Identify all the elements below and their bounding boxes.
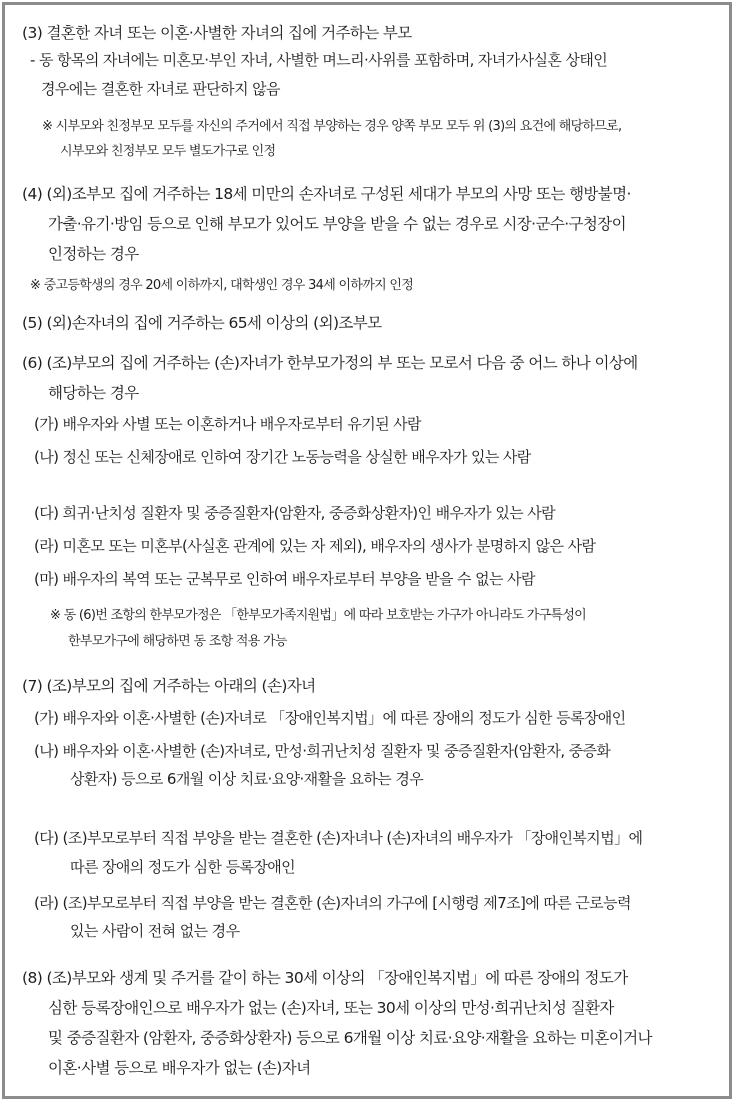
item-4-heading-line-1: (4) (외)조부모 집에 거주하는 18세 미만의 손자녀로 구성된 세대가 부모의 사망 또는 행방불명· <box>22 185 631 203</box>
item-6-sub-ra: (라) 미혼모 또는 미혼부(사실혼 관계에 있는 자 제외), 배우자의 생사가 분명하지 않은 사람 <box>34 537 596 555</box>
item-3-note-line-1: ※ 시부모와 친정부모 모두를 자신의 주거에서 직접 부양하는 경우 양쪽 부모 모두 위 (3)의 요건에 해당하므로, <box>42 119 622 134</box>
item-7-heading: (7) (조)부모의 집에 거주하는 아래의 (손)자녀 <box>22 677 316 695</box>
item-7-sub-ra-line-2: 있는 사람이 전혀 없는 경우 <box>70 922 240 940</box>
item-7-sub-da-line-2: 따른 장애의 정도가 심한 등록장애인 <box>70 858 296 876</box>
item-6-sub-da: (다) 희귀·난치성 질환자 및 중증질환자(암환자, 중증화상환자)인 배우자가 있는 사람 <box>34 504 556 522</box>
item-6-note-line-1: ※ 동 (6)번 조항의 한부모가정은 「한부모가족지원법」에 따라 보호받는 가구가 아니라도 가구특성이 <box>50 608 587 623</box>
item-8-heading-line-1: (8) (조)부모와 생계 및 주거를 같이 하는 30세 이상의 「장애인복지법」에 따른 장애의 정도가 <box>22 969 628 987</box>
item-8-heading-line-3: 및 중증질환자 (암환자, 중증화상환자) 등으로 6개월 이상 치료·요양·재활을 요하는 미혼이거나 <box>48 1029 652 1047</box>
item-6-sub-ma: (마) 배우자의 복역 또는 군복무로 인하여 배우자로부터 부양을 받을 수 없는 사람 <box>34 570 535 588</box>
item-3-heading: (3) 결혼한 자녀 또는 이혼·사별한 자녀의 집에 거주하는 부모 <box>22 24 412 42</box>
item-3-note-line-2: 시부모와 친정부모 모두 별도가구로 인정 <box>60 144 276 159</box>
item-3-dash-line-2: 경우에는 결혼한 자녀로 판단하지 않음 <box>41 80 280 98</box>
item-3-dash-line-1: - 동 항목의 자녀에는 미혼모·부인 자녀, 사별한 며느리·사위를 포함하며, 자녀가사실혼 상태인 <box>30 51 608 69</box>
item-6-sub-na: (나) 정신 또는 신체장애로 인하여 장기간 노동능력을 상실한 배우자가 있는 사람 <box>34 448 531 466</box>
item-8-heading-line-2: 심한 등록장애인으로 배우자가 없는 (손)자녀, 또는 30세 이상의 만성·희귀난치성 질환자 <box>48 999 614 1017</box>
item-6-note-line-2: 한부모가구에 해당하면 동 조항 적용 가능 <box>68 634 287 649</box>
item-5-heading: (5) (외)손자녀의 집에 거주하는 65세 이상의 (외)조부모 <box>22 314 382 332</box>
item-7-sub-ga: (가) 배우자와 이혼·사별한 (손)자녀로 「장애인복지법」에 따른 장애의 정도가 심한 등록장애인 <box>34 709 626 727</box>
item-4-note: ※ 중고등학생의 경우 20세 이하까지, 대학생인 경우 34세 이하까지 인정 <box>30 278 414 293</box>
item-7-sub-da-line-1: (다) (조)부모로부터 직접 부양을 받는 결혼한 (손)자녀나 (손)자녀의 배우자가 「장애인복지법」에 <box>34 829 643 847</box>
item-4-heading-line-2: 가출·유기·방임 등으로 인해 부모가 있어도 부양을 받을 수 없는 경우로 시장·군수·구청장이 <box>48 215 627 233</box>
item-4-heading-line-3: 인정하는 경우 <box>48 245 139 263</box>
item-6-heading-line-1: (6) (조)부모의 집에 거주하는 (손)자녀가 한부모가정의 부 또는 모로서 다음 중 어느 하나 이상에 <box>22 354 638 372</box>
item-6-heading-line-2: 해당하는 경우 <box>48 384 139 402</box>
item-7-sub-na-line-1: (나) 배우자와 이혼·사별한 (손)자녀로, 만성·희귀난치성 질환자 및 중증질환자(암환자, 중증화 <box>34 742 611 760</box>
item-6-sub-ga: (가) 배우자와 사별 또는 이혼하거나 배우자로부터 유기된 사람 <box>34 415 421 433</box>
item-8-heading-line-4: 이혼·사별 등으로 배우자가 없는 (손)자녀 <box>48 1059 311 1077</box>
item-7-sub-ra-line-1: (라) (조)부모로부터 직접 부양을 받는 결혼한 (손)자녀의 가구에 [시행령 제7조]에 따른 근로능력 <box>34 894 631 912</box>
item-7-sub-na-line-2: 상환자) 등으로 6개월 이상 치료·요양·재활을 요하는 경우 <box>70 770 424 788</box>
